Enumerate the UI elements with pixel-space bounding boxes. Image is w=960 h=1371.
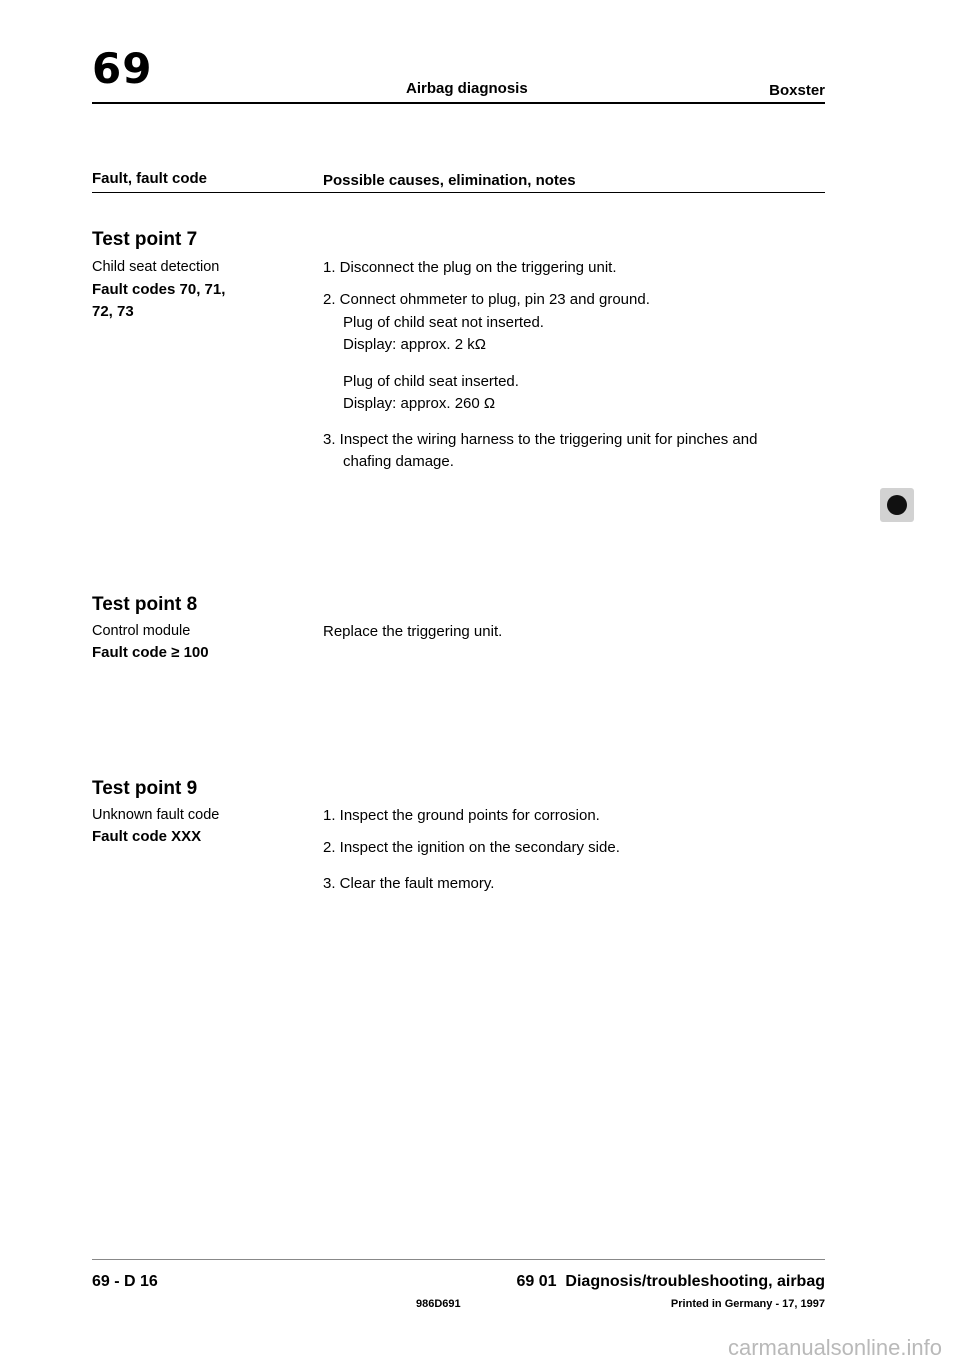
test-point-9-step-2: 2. Inspect the ignition on the secondary side. bbox=[323, 839, 620, 856]
test-point-7-step-3: 3. Inspect the wiring harness to the triggering unit for pinches and bbox=[323, 431, 758, 448]
test-point-7-step-3-detail: chafing damage. bbox=[343, 453, 454, 470]
marker-dot-icon bbox=[887, 495, 907, 515]
test-point-9-fault-codes bbox=[92, 826, 262, 848]
page-title: Airbag diagnosis bbox=[406, 80, 528, 97]
document-number: 986D691 bbox=[416, 1298, 461, 1310]
fault-code-line: Fault code XXX bbox=[92, 828, 202, 845]
chapter-number: 69 bbox=[92, 44, 153, 93]
column-header-rule bbox=[92, 192, 825, 193]
fault-code-line: Fault codes 70, 71, bbox=[92, 281, 226, 298]
test-point-9-title: Test point 9 bbox=[92, 778, 198, 799]
print-info: Printed in Germany - 17, 1997 bbox=[670, 1298, 825, 1310]
test-point-9-step-3: 3. Clear the fault memory. bbox=[323, 875, 495, 892]
header-rule bbox=[92, 102, 825, 104]
test-point-8-title: Test point 8 bbox=[92, 594, 198, 615]
test-point-7-step-2: 2. Connect ohmmeter to plug, pin 23 and ground. bbox=[323, 291, 650, 308]
test-point-7-description: Child seat detection bbox=[92, 259, 220, 275]
test-point-7-note: Plug of child seat inserted. bbox=[343, 373, 519, 390]
model-name: Boxster bbox=[769, 82, 825, 99]
page-number: 69 - D 16 bbox=[92, 1273, 158, 1290]
test-point-9-step-1: 1. Inspect the ground points for corrosion. bbox=[323, 807, 600, 824]
test-point-7-note: Display: approx. 260 Ω bbox=[343, 395, 496, 412]
test-point-8-step: Replace the triggering unit. bbox=[323, 623, 503, 640]
column-header-fault: Fault, fault code bbox=[92, 170, 208, 187]
column-header-causes: Possible causes, elimination, notes bbox=[323, 172, 576, 189]
test-point-9-description: Unknown fault code bbox=[92, 807, 220, 823]
footer-rule bbox=[92, 1259, 825, 1260]
test-point-8-description: Control module bbox=[92, 623, 191, 639]
test-point-7-fault-codes bbox=[92, 279, 262, 323]
test-point-8-fault-codes bbox=[92, 642, 262, 664]
fault-code-line: Fault code ≥ 100 bbox=[92, 644, 209, 661]
watermark: carmanualsonline.info bbox=[727, 1335, 942, 1360]
test-point-7-step-1: 1. Disconnect the plug on the triggering unit. bbox=[323, 259, 617, 276]
test-point-7-step-2-detail: Plug of child seat not inserted. bbox=[343, 314, 544, 331]
fault-code-line: 72, 73 bbox=[92, 303, 134, 320]
section-title: 69 01 Diagnosis/troubleshooting, airbag bbox=[516, 1273, 825, 1290]
test-point-7-title: Test point 7 bbox=[92, 229, 198, 250]
section-marker-icon bbox=[880, 488, 914, 522]
test-point-7-step-2-detail: Display: approx. 2 kΩ bbox=[343, 336, 486, 353]
